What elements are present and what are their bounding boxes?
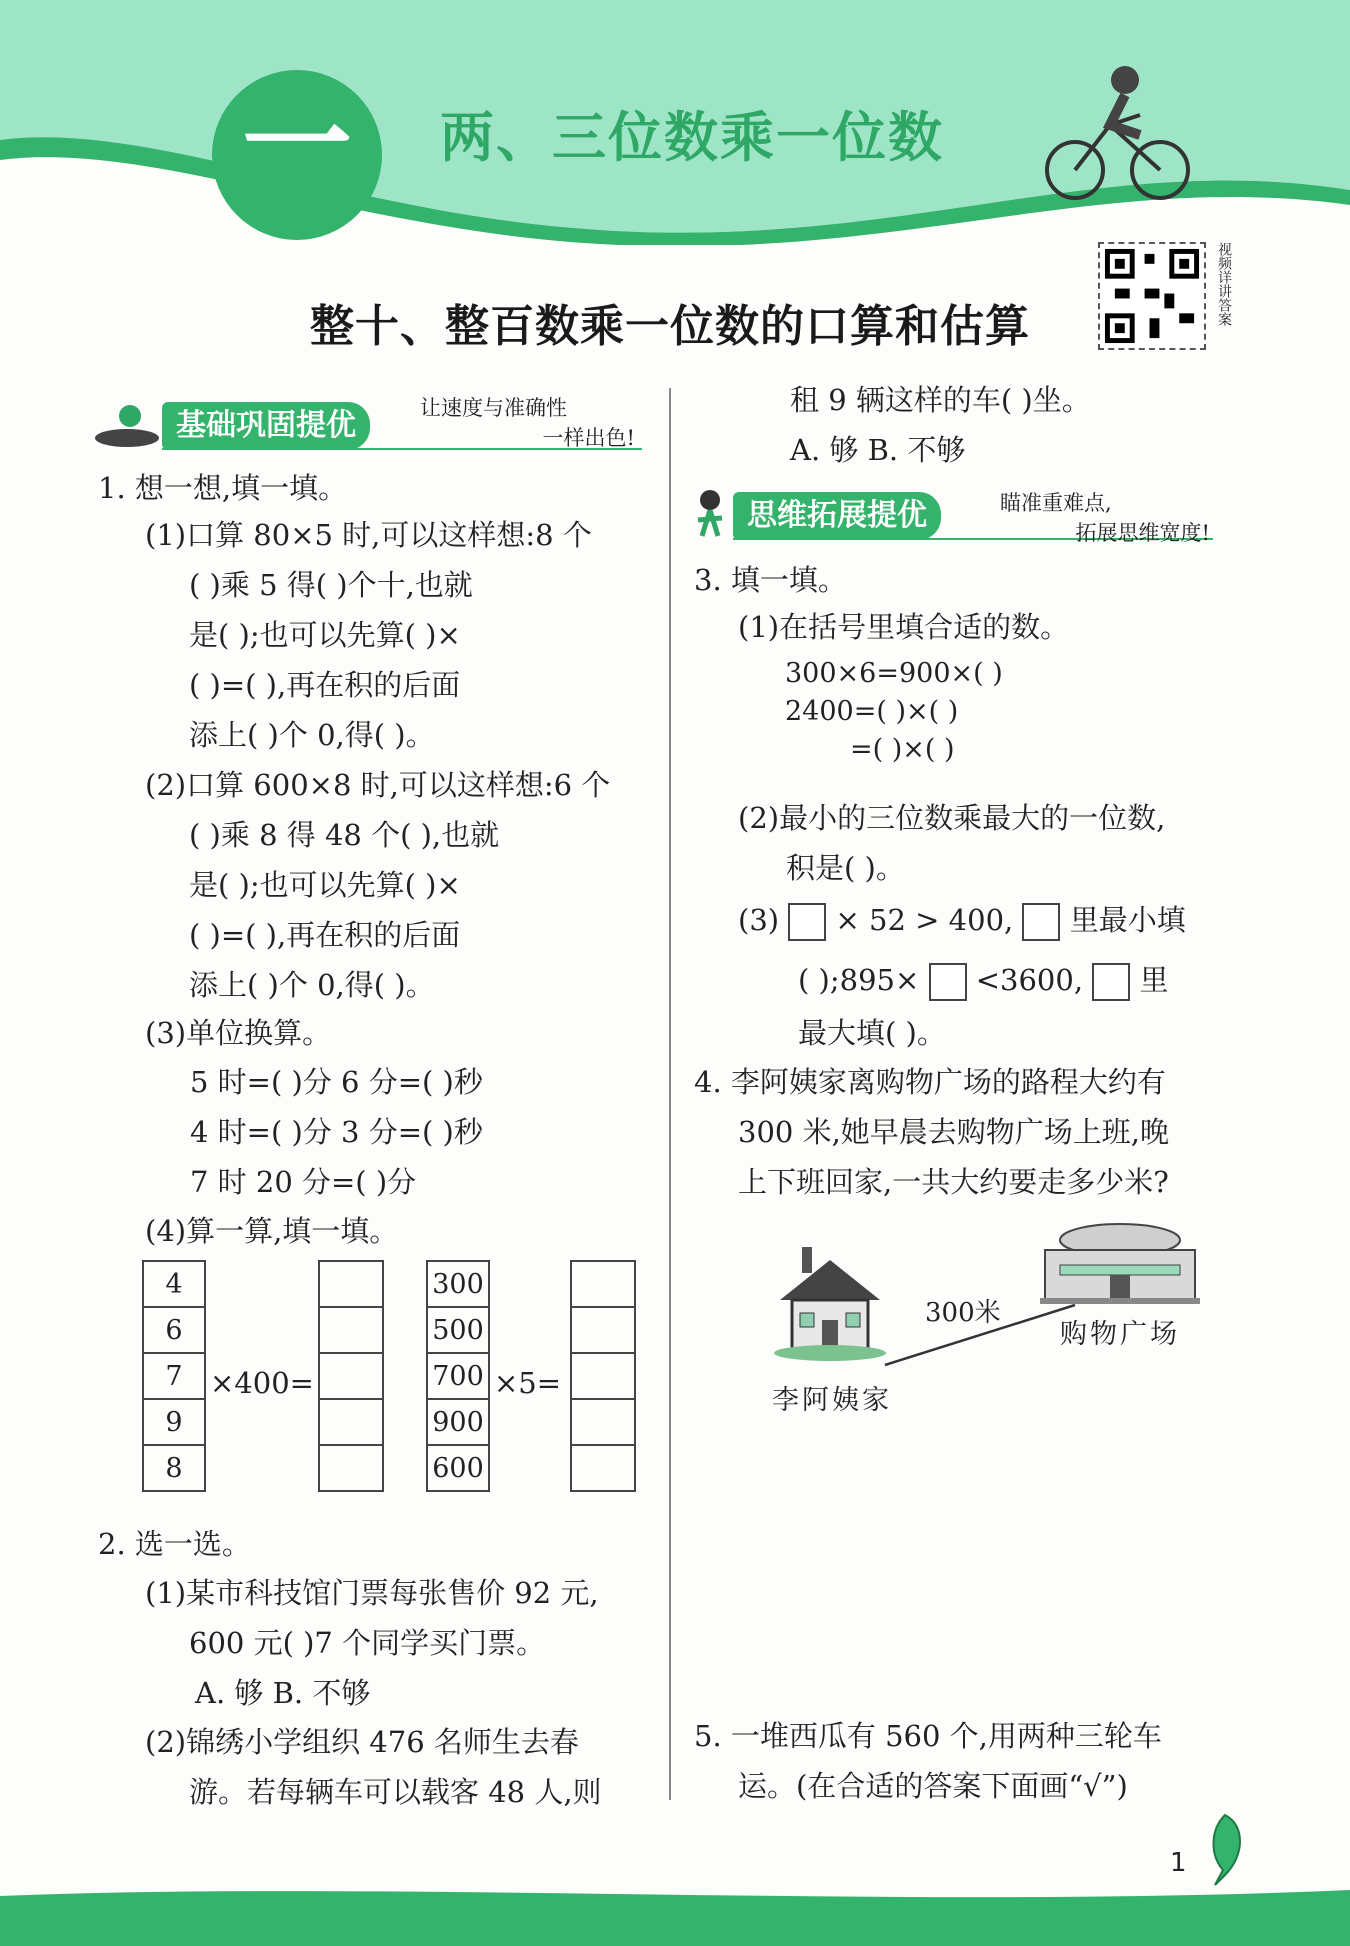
answer-cell[interactable] xyxy=(571,1353,635,1399)
q3-title: 3. 填一填。 xyxy=(694,563,847,597)
q2-p2-line: A. 够 B. 不够 xyxy=(790,433,966,467)
chapter-title: 两、三位数乘一位数 xyxy=(440,106,944,169)
q5-text xyxy=(694,1716,1162,1806)
q2-part1 xyxy=(145,1573,599,1713)
q1-part3 xyxy=(190,1062,483,1202)
extension-banner: 思维拓展提优 xyxy=(733,492,941,540)
square-symbol xyxy=(1092,963,1130,1001)
answer-box[interactable] xyxy=(929,963,967,1001)
q1-p2-line: (2)口算 600×8 时,可以这样想:6 个 xyxy=(145,768,611,802)
house-icon xyxy=(770,1245,890,1365)
q2-p2-line: 游。若每辆车可以载客 48 人,则 xyxy=(189,1775,602,1809)
ext-note-line1: 瞄准重难点, xyxy=(1000,491,1112,515)
q2-p1-line: 600 元( )7 个同学买门票。 xyxy=(189,1626,546,1660)
table-cell: 500 xyxy=(427,1307,489,1353)
basic-banner: 基础巩固提优 xyxy=(162,402,370,450)
q3-p3-text: 里 xyxy=(1139,963,1169,997)
answer-cell[interactable] xyxy=(571,1307,635,1353)
q5-line: 5. 一堆西瓜有 560 个,用两种三轮车 xyxy=(694,1719,1162,1753)
q3-part3-line1 xyxy=(738,900,1186,941)
chapter-number: 一 xyxy=(242,81,352,209)
section-title: 整十、整百数乘一位数的口算和估算 xyxy=(310,301,1030,352)
ext-note-line2: 拓展思维宽度! xyxy=(1075,521,1210,545)
q1-p2-line: 是( );也可以先算( )× xyxy=(189,868,461,902)
q1-answer-col2[interactable] xyxy=(570,1260,636,1492)
mall-icon xyxy=(1040,1210,1200,1310)
q1-p1-line: (1)口算 80×5 时,可以这样想:8 个 xyxy=(145,518,592,552)
q1-table-col2 xyxy=(426,1260,490,1492)
q4-line: 300 米,她早晨去购物广场上班,晚 xyxy=(738,1115,1170,1149)
table-cell: 900 xyxy=(427,1399,489,1445)
home-label: 李阿姨家 xyxy=(772,1385,892,1416)
cyclist-icon xyxy=(1030,55,1210,205)
answer-cell[interactable] xyxy=(571,1399,635,1445)
q1-p1-line: ( )乘 5 得( )个十,也就 xyxy=(189,568,473,602)
q1-p1-line: 添上( )个 0,得( )。 xyxy=(189,718,435,752)
answer-cell[interactable] xyxy=(319,1399,383,1445)
qr-caption: 视频详讲答案 xyxy=(1216,242,1232,326)
table-cell: 700 xyxy=(427,1353,489,1399)
table-cell: 6 xyxy=(143,1307,205,1353)
q3-p1-title: (1)在括号里填合适的数。 xyxy=(738,610,1070,644)
basic-note-line2: 一样出色! xyxy=(542,426,635,450)
q3-p3-text: <3600, xyxy=(975,963,1084,997)
qr-code-icon[interactable] xyxy=(1098,242,1206,350)
q3-part3-line2 xyxy=(798,960,1169,1001)
page-number: 1 xyxy=(1170,1848,1187,1878)
q2-part2 xyxy=(145,1722,602,1812)
table-cell: 300 xyxy=(427,1261,489,1307)
q1-part2 xyxy=(145,765,610,1005)
table-cell: 7 xyxy=(143,1353,205,1399)
q3-part1 xyxy=(785,655,1003,769)
girl-mascot-icon xyxy=(690,488,730,548)
q3-p2-line: (2)最小的三位数乘最大的一位数, xyxy=(738,801,1166,835)
q3-part2 xyxy=(738,798,1165,888)
q4-text xyxy=(694,1062,1169,1202)
q2-p1-line: A. 够 B. 不够 xyxy=(195,1676,371,1710)
q3-p2-line: 积是( )。 xyxy=(786,851,905,885)
answer-cell[interactable] xyxy=(319,1445,383,1491)
q3-p3-text: × 52 > 400, xyxy=(835,903,1014,937)
q3-p3-last: 最大填( )。 xyxy=(798,1016,946,1050)
q2-p2-line: 租 9 辆这样的车( )坐。 xyxy=(790,383,1091,417)
q1-op2: ×5= xyxy=(494,1366,562,1400)
q1-answer-col1[interactable] xyxy=(318,1260,384,1492)
answer-cell[interactable] xyxy=(319,1261,383,1307)
q1-p3-line: 4 时=( )分 3 分=( )秒 xyxy=(190,1115,483,1149)
q4-line: 上下班回家,一共大约要走多少米? xyxy=(738,1165,1169,1199)
q1-p3-title: (3)单位换算。 xyxy=(145,1016,332,1050)
q5-line: 运。(在合适的答案下面画“√”) xyxy=(738,1769,1128,1803)
answer-box[interactable] xyxy=(788,903,826,941)
mall-label: 购物广场 xyxy=(1060,1319,1180,1350)
q1-op1: ×400= xyxy=(210,1366,314,1400)
q2-p2-line: (2)锦绣小学组织 476 名师生去春 xyxy=(145,1725,579,1759)
q3-p3-text: 里最小填 xyxy=(1069,903,1186,937)
q1-p1-line: ( )=( ),再在积的后面 xyxy=(189,668,461,702)
q1-p2-line: ( )=( ),再在积的后面 xyxy=(189,918,461,952)
table-cell: 4 xyxy=(143,1261,205,1307)
q1-table-col1 xyxy=(142,1260,206,1492)
q2-p1-line: (1)某市科技馆门票每张售价 92 元, xyxy=(145,1576,599,1610)
q2-part2-cont xyxy=(790,380,1091,470)
answer-cell[interactable] xyxy=(319,1353,383,1399)
table-cell: 9 xyxy=(143,1399,205,1445)
table-cell: 8 xyxy=(143,1445,205,1491)
q1-p3-line: 5 时=( )分 6 分=( )秒 xyxy=(190,1065,483,1099)
basic-note-line1: 让速度与准确性 xyxy=(420,396,567,420)
q1-p3-line: 7 时 20 分=( )分 xyxy=(190,1165,417,1199)
distance-label: 300米 xyxy=(925,1298,1001,1328)
q3-p1-line: =( )×( ) xyxy=(850,734,955,765)
dolphin-icon xyxy=(1195,1810,1255,1890)
q3-p3-label: (3) xyxy=(738,903,780,937)
q3-p1-line: 2400=( )×( ) xyxy=(785,696,959,727)
answer-cell[interactable] xyxy=(571,1261,635,1307)
q2-title: 2. 选一选。 xyxy=(98,1527,251,1561)
q1-p1-line: 是( );也可以先算( )× xyxy=(189,618,461,652)
mascot-icon xyxy=(92,400,162,450)
square-symbol xyxy=(1022,903,1060,941)
q1-title: 1. 想一想,填一填。 xyxy=(98,471,348,505)
q1-p4-title: (4)算一算,填一填。 xyxy=(145,1214,399,1248)
q3-p3-text: ( );895× xyxy=(798,963,920,997)
q1-p2-line: ( )乘 8 得 48 个( ),也就 xyxy=(189,818,500,852)
q4-line: 4. 李阿姨家离购物广场的路程大约有 xyxy=(694,1065,1166,1099)
footer-band xyxy=(0,1880,1350,1946)
q3-p1-line: 300×6=900×( ) xyxy=(785,658,1003,689)
q1-part1 xyxy=(145,515,592,755)
q1-p2-line: 添上( )个 0,得( )。 xyxy=(189,968,435,1002)
answer-cell[interactable] xyxy=(319,1307,383,1353)
basic-banner-note xyxy=(420,393,635,453)
column-divider xyxy=(669,388,671,1800)
table-cell: 600 xyxy=(427,1445,489,1491)
extension-banner-note xyxy=(1000,488,1210,548)
answer-cell[interactable] xyxy=(571,1445,635,1491)
